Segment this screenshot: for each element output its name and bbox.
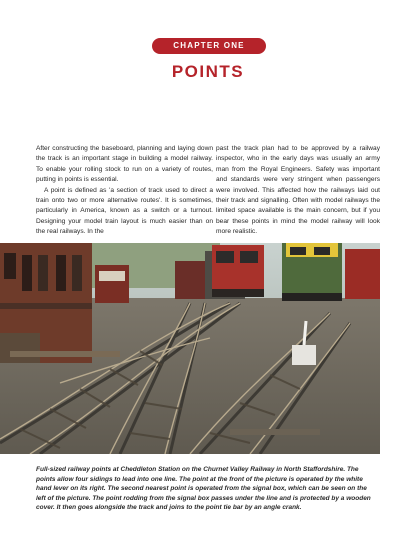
body-paragraph: past the track plan had to be approved by a railway inspector, who in the early days was usually an army man from the Royal Engineers. Safety was important and standards were very stringent when passengers were involved. This affected how the railways laid out their track and signalling. Often with model railways the limited space available is the main concern, but if you bear these points in mind the model railway will look more realistic. (216, 145, 380, 236)
body-paragraph: After constructing the baseboard, planning and laying down the track is an important stage in building a model railway. To enable your rolling stock to run on a variety of routes, putting in points is essential. (36, 145, 213, 184)
body-paragraph: A point is defined as 'a section of track used to direct a train onto two or more alternative routes'. It is sometimes, particularly in America, known as a switch or a turnout. Designing your model train layout is much easier than on the real railways. In the (36, 186, 213, 236)
chapter-label: CHAPTER ONE (152, 38, 266, 54)
body-column-left (36, 144, 213, 238)
body-column-right (216, 144, 380, 238)
photo-caption: Full-sized railway points at Cheddleton Station on the Churnet Valley Railway in North Staffordshire. The points allow four sidings to lead into one line. The point at the front of the picture is operated by the white hand lever on its right. The second nearest point is operated from the signal box, which can be seen on the left of the picture. The point rodding from the signal box passes under the line and is protected by a wooden cover. It then goes alongside the track and joins to the point tie bar by an angle crank. (36, 466, 371, 512)
railway-points-photo (0, 243, 380, 454)
page-title: POINTS (171, 62, 245, 81)
